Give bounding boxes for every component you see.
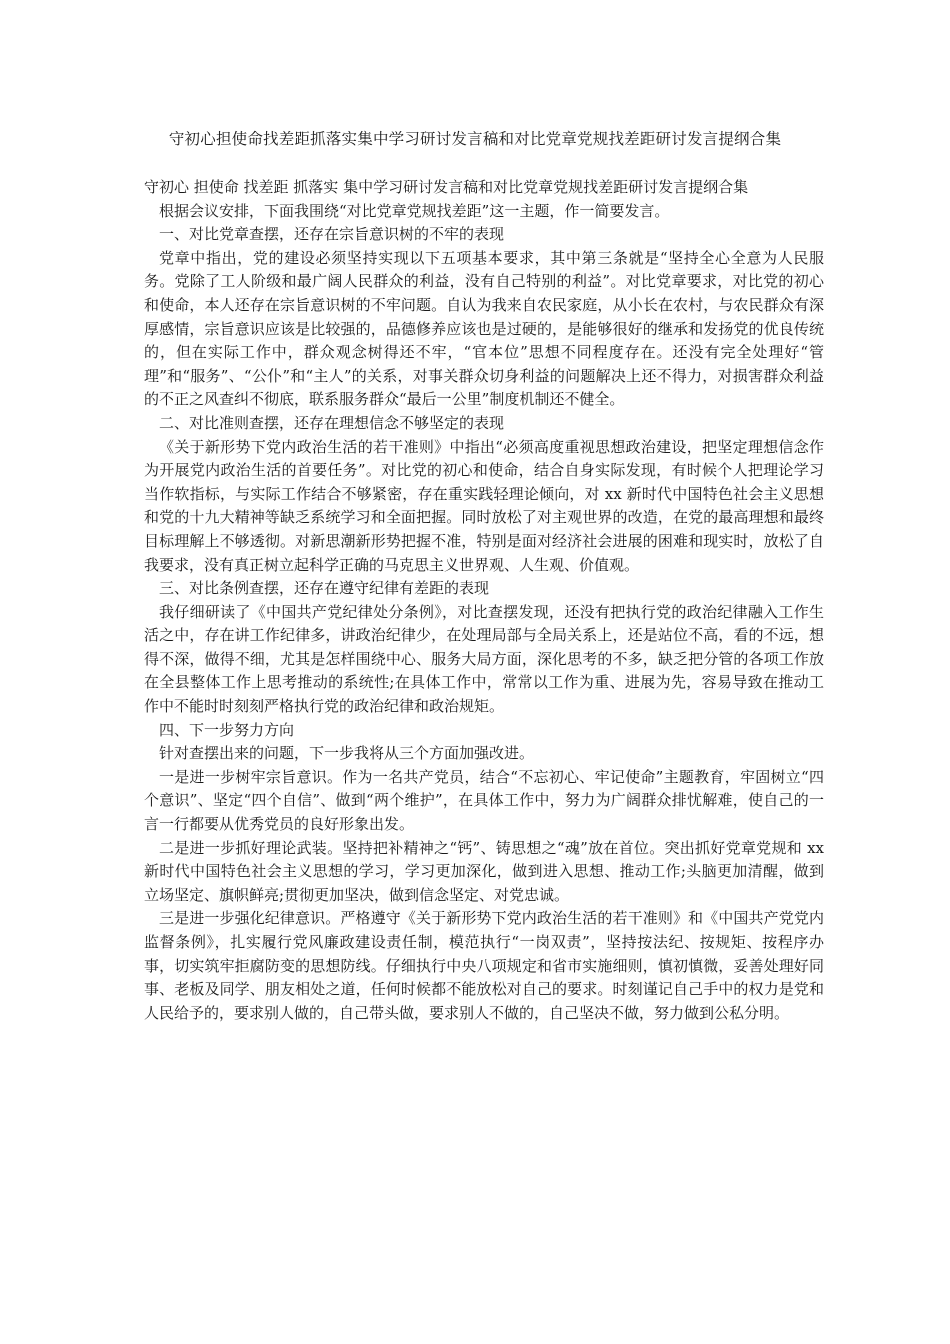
section-heading-4: 四、下一步努力方向 bbox=[159, 720, 295, 739]
section-4-intro: 针对查摆出来的问题，下一步我将从三个方面加强改进。 bbox=[159, 744, 535, 763]
intro-paragraph: 根据会议安排，下面我围绕“对比党章党规找差距”这一主题，作一简要发言。 bbox=[159, 201, 670, 220]
section-heading-3: 三、对比条例查摆，还存在遵守纪律有差距的表现 bbox=[159, 579, 490, 598]
section-1-paragraph: 党章中指出，党的建设必须坚持实现以下五项基本要求，其中第三条就是“坚持全心全意为人民服务。党除了工人阶级和最广阔人民群众的利益，没有自己特别的利益”。对比党章要求，对比党的初心和使命，本人还存在宗旨意识树的不牢问题。自认为我来自农民家庭，从小长在农村，与农民群众有深厚感情，宗旨意识应该是比较强的，品德修养应该也是过硬的，是能够很好的继承和发扬党的优良传统的，但在实际工作中，群众观念树得还不牢，“官本位”思想不同程度存在。还没有完全处理好“管理”和“服务”、“公仆”和“主人”的关系，对事关群众切身利益的问题解决上还不得力，对损害群众利益的不正之风查纠不彻底，联系服务群众“最后一公里”制度机制还不健全。 bbox=[144, 248, 824, 409]
document-subtitle: 守初心 担使命 找差距 抓落实 集中学习研讨发言稿和对比党章党规找差距研讨发言提纲合集 bbox=[144, 178, 749, 196]
section-4-item-1: 一是进一步树牢宗旨意识。作为一名共产党员，结合“不忘初心、牢记使命”主题教育，牢固树立“四个意识”、坚定“四个自信”、做到“两个维护”，在具体工作中，努力为广阔群众排忧解难，使自己的一言一行都要从优秀党员的良好形象出发。 bbox=[144, 767, 824, 834]
document-title: 守初心担使命找差距抓落实集中学习研讨发言稿和对比党章党规找差距研讨发言提纲合集 bbox=[168, 130, 782, 148]
section-4-item-3: 三是进一步强化纪律意识。严格遵守《关于新形势下党内政治生活的若干准则》和《中国共产党党内监督条例》，扎实履行党风廉政建设责任制，模范执行“一岗双责”，坚持按法纪、按规矩、按程序办事，切实筑牢拒腐防变的思想防线。仔细执行中央八项规定和省市实施细则，慎初慎微，妥善处理好同事、老板及同学、朋友相处之道，任何时候都不能放松对自己的要求。时刻谨记自己手中的权力是党和人民给予的，要求别人做的，自己带头做，要求别人不做的，自己坚决不做，努力做到公私分明。 bbox=[144, 909, 824, 1022]
section-2-paragraph: 《关于新形势下党内政治生活的若干准则》中指出“必须高度重视思想政治建设，把坚定理想信念作为开展党内政治生活的首要任务”。对比党的初心和使命，结合自身实际发现，有时候个人把理论学习当作软指标，与实际工作结合不够紧密，存在重实践轻理论倾向，对 xx 新时代中国特色社会主义思想和党的十九大精神等缺乏系统学习和全面把握。同时放松了对主观世界的改造，在党的最高理想和最终目标理解上不够透彻。对新思潮新形势把握不准，特别是面对经济社会进展的困难和现实时，放松了自我要求，没有真正树立起科学正确的马克思主义世界观、人生观、价值观。 bbox=[144, 437, 824, 574]
section-3-paragraph: 我仔细研读了《中国共产党纪律处分条例》，对比查摆发现，还没有把执行党的政治纪律融入工作生活之中，存在讲工作纪律多，讲政治纪律少，在处理局部与全局关系上，还是站位不高，看的不远，想得不深，做得不细，尤其是怎样围绕中心、服务大局方面，深化思考的不多，缺乏把分管的各项工作放在全县整体工作上思考推动的系统性;在具体工作中，常常以工作为重、进展为先，容易导致在推动工作中不能时时刻刻严格执行党的政治纪律和政治规矩。 bbox=[144, 602, 824, 716]
section-heading-2: 二、对比准则查摆，还存在理想信念不够坚定的表现 bbox=[159, 413, 505, 432]
section-heading-1: 一、对比党章查摆，还存在宗旨意识树的不牢的表现 bbox=[159, 225, 505, 244]
section-4-item-2: 二是进一步抓好理论武装。坚持把补精神之“钙”、铸思想之“魂”放在首位。突出抓好党章党规和 xx 新时代中国特色社会主义思想的学习，学习更加深化，做到进入思想、推动工作;头脑更加清醒，做到立场坚定、旗帜鲜亮;贯彻更加坚决，做到信念坚定、对党忠诚。 bbox=[144, 838, 824, 904]
document-body bbox=[144, 176, 824, 1025]
